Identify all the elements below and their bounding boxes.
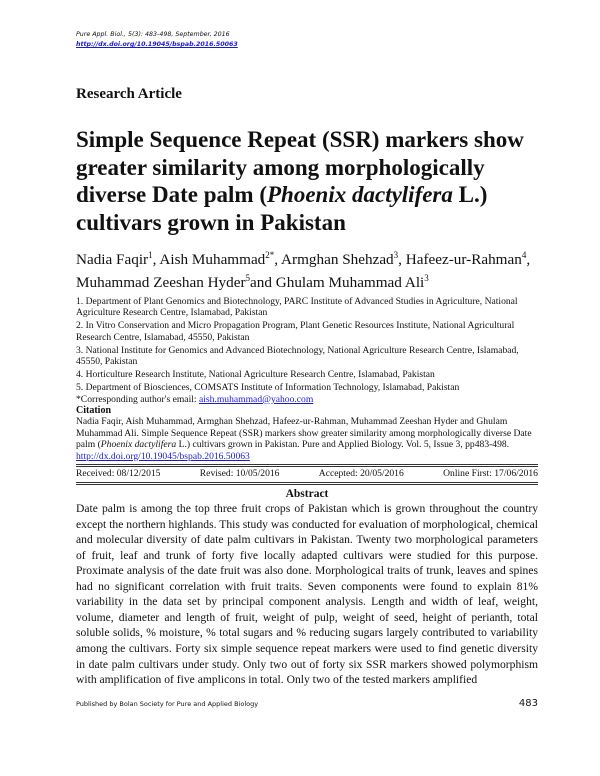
affiliation: 2. In Vitro Conservation and Micro Propagation Program, Plant Genetic Resources Institute, National Agricultural Research Centre, Islamabad, 45550, Pakistan [76,320,515,343]
citation-species: Phoenix dactylifera [100,439,177,451]
author-affiliation-mark: 3 [393,249,399,260]
article-title [76,126,538,236]
abstract-text: Date palm is among the top three fruit crops of Pakistan which is grown throughout the country except the northern highlands. This study was conducted for evaluation of morphological, chemical and molecular diversity of date palm cultivars in Pakistan. Twenty two morphological parameters of fruit, leaf and trunk of forty five locally adapted cultivars were studied for this purpose. Proximate analysis of the date fruit was also done. Morphological traits of trunk, leaves and spines had no significant correlation with fruit traits. Seven components were found to explain 81% variability in the data set by principal component analysis. Length and width of leaf, weight, volume, diameter and length of fruit, weight of pulp, weight of seed, height of perianth, total soluble solids, % moisture, % total sugars and % reducing sugars largely contributed to variability among the cultivars. Forty six simple sequence repeat markers were used to find genetic diversity in date palm cultivars under study. Only two out of forty six SSR markers showed polymorphism with amplification of five amplicons in total. Only two of the tested markers amplified [76,502,538,687]
author-name: and Ghulam Muhammad Ali [250,274,425,291]
title-text: Simple Sequence Repeat (SSR) markers show greater similarity among morphologically diverse Date palm ( [76,127,524,207]
abstract-heading: Abstract [285,488,329,501]
revised-date: Revised: 10/05/2016 [199,468,280,480]
email-link[interactable]: aish.muhammad@yahoo.com [198,393,314,405]
author-name: Armghan Shehzad [281,251,394,268]
title-text-end: L.) cultivars grown in Pakistan [76,182,488,235]
author-affiliation-mark: 4 [521,249,527,260]
received-date: Received: 08/12/2015 [76,468,161,480]
online-date: Online First: 17/06/2016 [443,468,538,480]
article-type: Research Article [76,86,182,102]
author-separator: , [526,251,531,268]
corresponding-label: *Corresponding author's email: [76,393,199,405]
author-affiliation-mark: 5 [245,272,251,283]
author-affiliation-mark: 3 [424,272,429,283]
author-list [76,248,538,294]
author-name: Aish Muhammad [159,251,266,268]
accepted-date: Accepted: 20/05/2016 [318,468,404,480]
title-species: Phoenix dactylifera [267,182,453,207]
page-number: 483 [518,697,538,709]
dates-bar [76,464,538,485]
citation-text-end: L.) cultivars grown in Pakistan. Pure and Applied Biology. Vol. 5, Issue 3, pp483-498. [176,439,510,451]
author-affiliation-mark: 1 [148,249,153,260]
affiliation: 1. Department of Plant Genomics and Biotechnology, PARC Institute of Advanced Studies in Agriculture, National Agriculture Research Centre, Islamabad, Pakistan [76,296,518,319]
author-separator: , [274,251,282,268]
author-name: Nadia Faqir [76,251,149,268]
affiliations [76,296,538,405]
affiliation: 3. National Institute for Genomics and Advanced Biotechnology, National Agriculture Research Centre, Islamabad, 45550, Pakistan [76,344,519,368]
author-name: Muhammad Zeeshan Hyder [76,274,246,291]
journal-citation: Pure Appl. Biol., 5(3): 483-498, September, 2016 [76,31,230,38]
author-separator: , [152,251,160,268]
author-separator: , [398,251,406,268]
affiliation: 4. Horticulture Research Institute, National Agriculture Research Centre, Islamabad, Pakistan [76,369,435,381]
citation-doi-link[interactable]: http://dx.doi.org/10.19045/bspab.2016.50063 [76,450,250,462]
page-footer [76,698,538,710]
citation-heading: Citation [76,405,111,417]
author-name: Hafeez-ur-Rahman [405,251,522,268]
affiliation: 5. Department of Biosciences, COMSATS Institute of Information Technology, Islamabad, Pakistan [76,382,460,394]
corresponding-author [76,394,538,405]
citation-text: Nadia Faqir, Aish Muhammad, Armghan Shehzad, Hafeez-ur-Rahman, Muhammad Zeeshan Hyder and Ghulam Muhammad Ali. Simple Sequence Repeat (SSR) markers show greater similarity among morphologically diverse Date palm ( [76,416,532,451]
publisher: Published by Bolan Society for Pure and Applied Biology [76,699,259,708]
doi-link[interactable]: http://dx.doi.org/10.19045/bspab.2016.50063 [76,41,238,48]
citation [76,405,538,462]
main-column [76,0,538,710]
author-affiliation-mark: 2* [265,249,275,260]
